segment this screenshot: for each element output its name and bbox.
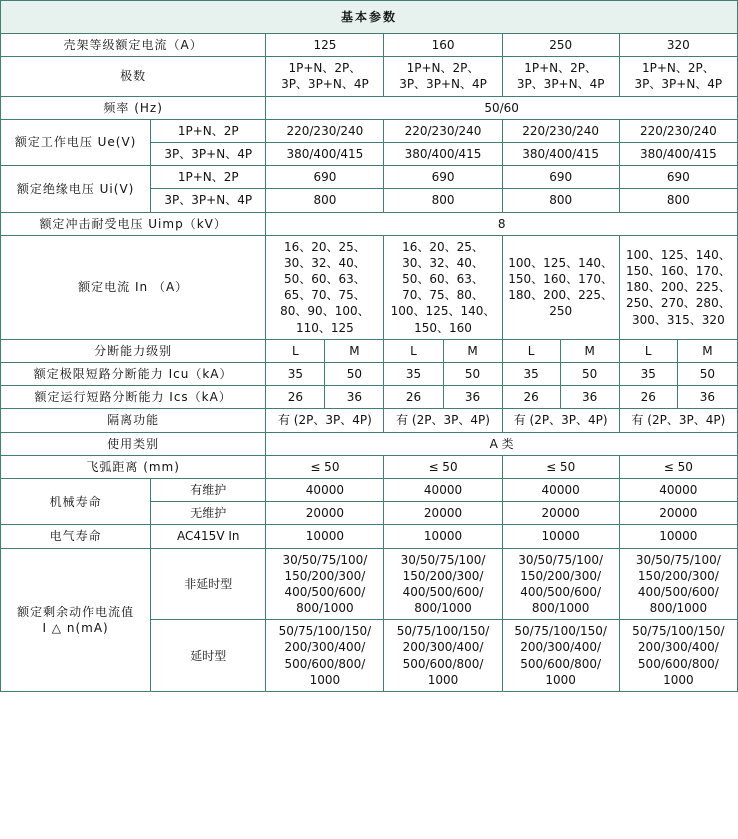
row-label-in: 额定电流 In （A） <box>1 235 266 339</box>
cell-ui1-125: 690 <box>266 166 384 189</box>
cell-ui2-320: 800 <box>619 189 737 212</box>
cell-ics-125-M: 36 <box>325 386 384 409</box>
sub-label-residual-nondelay: 非延时型 <box>151 548 266 620</box>
cell-breaking-class-125-L: L <box>266 339 325 362</box>
cell-mech-life1-125: 40000 <box>266 478 384 501</box>
sub-label-elec-life: AC415V In <box>151 525 266 548</box>
cell-ue2-160: 380/400/415 <box>384 142 502 165</box>
row-label-arc-distance: 飞弧距离 (mm) <box>1 455 266 478</box>
cell-frame-rating-125: 125 <box>266 34 384 57</box>
row-label-elec-life: 电气寿命 <box>1 525 151 548</box>
cell-utilization-value: A 类 <box>266 432 738 455</box>
cell-breaking-class-125-M: M <box>325 339 384 362</box>
cell-residual-delay-320: 50/75/100/150/ 200/300/400/ 500/600/800/ 1000 <box>619 620 737 692</box>
cell-poles-160 <box>384 57 502 96</box>
sub-label-ui-3p4p: 3P、3P+N、4P <box>151 189 266 212</box>
cell-residual-nondelay-125: 30/50/75/100/ 150/200/300/ 400/500/600/ 800/1000 <box>266 548 384 620</box>
table-row <box>1 455 738 478</box>
cell-breaking-class-160-L: L <box>384 339 443 362</box>
cell-ui2-160: 800 <box>384 189 502 212</box>
cell-arc-distance-125: ≤ 50 <box>266 455 384 478</box>
cell-mech-life1-320: 40000 <box>619 478 737 501</box>
poles-line-1: 1P+N、2P、 <box>288 61 362 76</box>
cell-frequency-value: 50/60 <box>266 96 738 119</box>
cell-arc-distance-250: ≤ 50 <box>502 455 619 478</box>
table-row <box>1 525 738 548</box>
row-label-frequency: 频率 (Hz) <box>1 96 266 119</box>
cell-residual-nondelay-320: 30/50/75/100/ 150/200/300/ 400/500/600/ 800/1000 <box>619 548 737 620</box>
cell-icu-160-L: 35 <box>384 363 443 386</box>
row-label-ui: 额定绝缘电压 Ui(V) <box>1 166 151 212</box>
row-label-mech-life: 机械寿命 <box>1 478 151 524</box>
cell-isolation-320: 有 (2P、3P、4P) <box>619 409 737 432</box>
row-label-icu: 额定极限短路分断能力 Icu（kA） <box>1 363 266 386</box>
cell-in-320: 100、125、140、 150、160、170、 180、200、225、 250、270、280、 300、315、320 <box>619 235 737 339</box>
cell-icu-320-L: 35 <box>619 363 677 386</box>
cell-frame-rating-160: 160 <box>384 34 502 57</box>
cell-ics-320-L: 26 <box>619 386 677 409</box>
row-label-ue: 额定工作电压 Ue(V) <box>1 119 151 165</box>
table-row <box>1 363 738 386</box>
cell-ue2-250: 380/400/415 <box>502 142 619 165</box>
row-label-breaking-class: 分断能力级别 <box>1 339 266 362</box>
cell-mech-life2-160: 20000 <box>384 502 502 525</box>
poles-line-1: 1P+N、2P、 <box>406 61 480 76</box>
cell-breaking-class-250-L: L <box>502 339 560 362</box>
sub-label-ui-1p2p: 1P+N、2P <box>151 166 266 189</box>
cell-ui1-160: 690 <box>384 166 502 189</box>
row-label-isolation: 隔离功能 <box>1 409 266 432</box>
row-label-ics: 额定运行短路分断能力 Ics（kA） <box>1 386 266 409</box>
cell-elec-life-125: 10000 <box>266 525 384 548</box>
cell-isolation-250: 有 (2P、3P、4P) <box>502 409 619 432</box>
cell-ui2-250: 800 <box>502 189 619 212</box>
cell-residual-nondelay-160: 30/50/75/100/ 150/200/300/ 400/500/600/ 800/1000 <box>384 548 502 620</box>
cell-ue1-125: 220/230/240 <box>266 119 384 142</box>
sub-label-residual-delay: 延时型 <box>151 620 266 692</box>
cell-elec-life-320: 10000 <box>619 525 737 548</box>
cell-poles-320 <box>619 57 737 96</box>
cell-residual-delay-125: 50/75/100/150/ 200/300/400/ 500/600/800/ 1000 <box>266 620 384 692</box>
cell-elec-life-160: 10000 <box>384 525 502 548</box>
cell-isolation-125: 有 (2P、3P、4P) <box>266 409 384 432</box>
row-label-uimp: 额定冲击耐受电压 Uimp（kV） <box>1 212 266 235</box>
cell-ics-250-L: 26 <box>502 386 560 409</box>
cell-arc-distance-320: ≤ 50 <box>619 455 737 478</box>
cell-icu-250-M: 50 <box>560 363 619 386</box>
table-row <box>1 166 738 189</box>
cell-icu-125-M: 50 <box>325 363 384 386</box>
cell-arc-distance-160: ≤ 50 <box>384 455 502 478</box>
cell-ui1-320: 690 <box>619 166 737 189</box>
residual-label-line-1: 额定剩余动作电流值 <box>17 604 135 619</box>
cell-in-125: 16、20、25、 30、32、40、 50、60、63、 65、70、75、 80、90、100、 110、125 <box>266 235 384 339</box>
sub-label-mech-life-unmaintained: 无维护 <box>151 502 266 525</box>
cell-breaking-class-160-M: M <box>443 339 502 362</box>
cell-ics-250-M: 36 <box>560 386 619 409</box>
cell-icu-160-M: 50 <box>443 363 502 386</box>
cell-ue1-160: 220/230/240 <box>384 119 502 142</box>
table-row <box>1 339 738 362</box>
cell-poles-250 <box>502 57 619 96</box>
cell-ics-320-M: 36 <box>677 386 737 409</box>
cell-mech-life2-125: 20000 <box>266 502 384 525</box>
sub-label-ue-1p2p: 1P+N、2P <box>151 119 266 142</box>
table-row <box>1 235 738 339</box>
cell-ics-160-L: 26 <box>384 386 443 409</box>
table-row <box>1 57 738 96</box>
table-row <box>1 34 738 57</box>
poles-line-2: 3P、3P+N、4P <box>281 77 369 92</box>
table-row <box>1 409 738 432</box>
row-label-utilization: 使用类别 <box>1 432 266 455</box>
cell-in-250: 100、125、140、 150、160、170、 180、200、225、 250 <box>502 235 619 339</box>
cell-elec-life-250: 10000 <box>502 525 619 548</box>
table-row <box>1 212 738 235</box>
cell-ue1-320: 220/230/240 <box>619 119 737 142</box>
poles-line-2: 3P、3P+N、4P <box>516 77 605 92</box>
cell-mech-life2-320: 20000 <box>619 502 737 525</box>
cell-icu-125-L: 35 <box>266 363 325 386</box>
table-row <box>1 1 738 34</box>
cell-frame-rating-250: 250 <box>502 34 619 57</box>
table-row <box>1 386 738 409</box>
sub-label-ue-3p4p: 3P、3P+N、4P <box>151 142 266 165</box>
row-label-poles: 极数 <box>1 57 266 96</box>
cell-breaking-class-250-M: M <box>560 339 619 362</box>
cell-ui2-125: 800 <box>266 189 384 212</box>
cell-mech-life1-250: 40000 <box>502 478 619 501</box>
cell-ue2-320: 380/400/415 <box>619 142 737 165</box>
cell-in-160: 16、20、25、 30、32、40、 50、60、63、 70、75、80、 100、125、140、 150、160 <box>384 235 502 339</box>
cell-ue2-125: 380/400/415 <box>266 142 384 165</box>
table-row <box>1 478 738 501</box>
table-title: 基本参数 <box>1 1 738 34</box>
cell-mech-life1-160: 40000 <box>384 478 502 501</box>
row-label-residual-current <box>1 548 151 692</box>
cell-uimp-value: 8 <box>266 212 738 235</box>
residual-label-line-2: I △ n(mA) <box>42 620 109 635</box>
cell-ui1-250: 690 <box>502 166 619 189</box>
cell-residual-nondelay-250: 30/50/75/100/ 150/200/300/ 400/500/600/ 800/1000 <box>502 548 619 620</box>
cell-breaking-class-320-L: L <box>619 339 677 362</box>
cell-poles-125 <box>266 57 384 96</box>
table-row <box>1 432 738 455</box>
cell-mech-life2-250: 20000 <box>502 502 619 525</box>
poles-line-2: 3P、3P+N、4P <box>399 77 487 92</box>
cell-isolation-160: 有 (2P、3P、4P) <box>384 409 502 432</box>
cell-residual-delay-250: 50/75/100/150/ 200/300/400/ 500/600/800/ 1000 <box>502 620 619 692</box>
cell-frame-rating-320: 320 <box>619 34 737 57</box>
cell-icu-320-M: 50 <box>677 363 737 386</box>
poles-line-2: 3P、3P+N、4P <box>634 77 723 92</box>
table-row <box>1 119 738 142</box>
sub-label-mech-life-maintained: 有维护 <box>151 478 266 501</box>
cell-breaking-class-320-M: M <box>677 339 737 362</box>
cell-ue1-250: 220/230/240 <box>502 119 619 142</box>
poles-line-1: 1P+N、2P、 <box>641 61 715 76</box>
poles-line-1: 1P+N、2P、 <box>524 61 598 76</box>
cell-ics-125-L: 26 <box>266 386 325 409</box>
row-label-frame-rating: 壳架等级额定电流（A） <box>1 34 266 57</box>
table-row <box>1 548 738 620</box>
table-row <box>1 96 738 119</box>
cell-ics-160-M: 36 <box>443 386 502 409</box>
cell-icu-250-L: 35 <box>502 363 560 386</box>
cell-residual-delay-160: 50/75/100/150/ 200/300/400/ 500/600/800/ 1000 <box>384 620 502 692</box>
